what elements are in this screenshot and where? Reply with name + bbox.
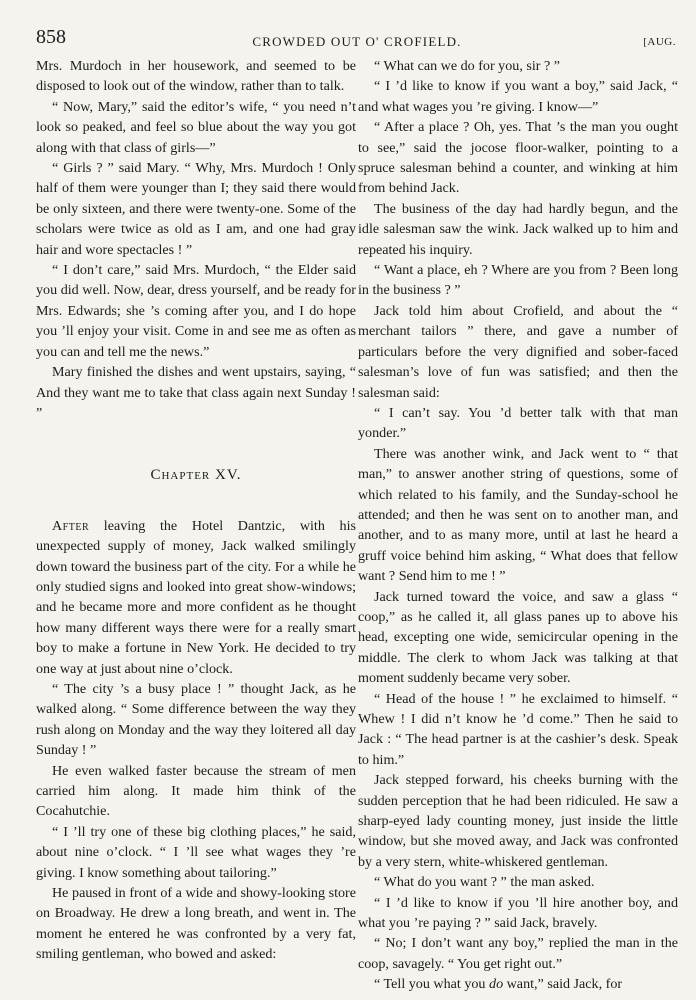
paragraph: “ Now, Mary,” said the editor’s wife, “ you need n’t look so peaked, and feel so blue about the way you got along with that class of girls—” xyxy=(36,98,356,156)
paragraph: “ Girls ? ” said Mary. “ Why, Mrs. Murdoch ! Only half of them were younger than I; they said there would be only sixteen, and there were twenty-one. Some of the scholars were twice as old as I am, and one had gray hair and wore spectacles ! ” xyxy=(36,160,356,258)
paragraph-text: want,” said Jack, for xyxy=(503,976,623,993)
paragraph: Jack stepped forward, his cheeks burning with the sudden perception that he had been ridiculed. He saw a sharp-eyed lady counting money, just inside the little window, but she moved away, and Jack was confronted by a very stern, white-whiskered gentleman. xyxy=(358,772,678,870)
paragraph: “ What do you want ? ” the man asked. xyxy=(374,874,595,891)
issue-month: [AUG. xyxy=(643,36,676,48)
paragraph: The business of the day had hardly begun, and the idle salesman saw the wink. Jack walked up to him and repeated his inquiry. xyxy=(358,200,678,258)
left-column xyxy=(36,56,356,995)
paragraph: “ Head of the house ! ” he exclaimed to himself. “ Whew ! I did n’t know he ’d come.” Then he said to Jack : “ The head partner is at the cashier’s desk. Speak to him.” xyxy=(358,690,678,768)
running-title: CROWDED OUT O' CROFIELD. xyxy=(252,34,462,49)
drop-word: After xyxy=(52,517,90,534)
paragraph-text: “ Tell you what you xyxy=(374,976,490,993)
paragraph: “ I ’d like to know if you ’ll hire another boy, and what you ’re paying ? ” said Jack, bravely. xyxy=(358,894,678,932)
paragraph: There was another wink, and Jack went to “ that man,” to answer another string of questions, some of which related to his family, and the Sunday-school he attended; and then he was sent on to another man, and another, and to as many more, until at last he heard a gruff voice behind him asking, “ What does that fellow want ? Send him to me ! ” xyxy=(358,445,678,585)
paragraph: “ What can we do for you, sir ? ” xyxy=(374,58,561,74)
chapter-heading: Chapter XV. xyxy=(150,467,242,484)
text-columns xyxy=(36,56,678,995)
paragraph: “ No; I don’t want any boy,” replied the man in the coop, savagely. “ You get right out.” xyxy=(358,935,678,972)
paragraph: “ I can’t say. You ’d better talk with that man yonder.” xyxy=(358,404,678,442)
page-number: 858 xyxy=(36,26,66,48)
paragraph: Mrs. Murdoch in her housework, and seemed to be disposed to look out of the window, rather than to talk. xyxy=(36,58,356,95)
paragraph: “ I don’t care,” said Mrs. Murdoch, “ the Elder said you did well. Now, dear, dress yourself, and be ready for Mrs. Edwards; she ’s coming after you, and I do hope you ’ll enjoy your visit. Come in and see me as often as you can and tell me the news.” xyxy=(36,262,356,360)
page-header xyxy=(36,22,678,52)
right-column xyxy=(358,56,678,995)
paragraph-text: leaving the Hotel Dantzic, with his unexpected supply of money, Jack walked smilingly down toward the business part of the city. For a while he only studied signs and looked into great show-windows; and he became more and more confident as he thought how many different ways there were for a really smart boy to make a fortune in New York. He decided to try one way at just about nine o’clock. xyxy=(36,517,356,677)
paragraph: “ The city ’s a busy place ! ” thought Jack, as he walked along. “ Some difference between the way they rush along on Monday and the way they loitered all day Sunday ! ” xyxy=(36,680,356,759)
paragraph: Jack told him about Crofield, and about the “ merchant tailors ” there, and gave a number of particulars before the very dignified and sober-faced salesman’s love of fun was satisfied; and then the salesman said: xyxy=(358,302,678,401)
paragraph: Mary finished the dishes and went upstairs, saying, “ And they want me to take that class again next Sunday ! ” xyxy=(36,364,356,421)
paragraph: Jack turned toward the voice, and saw a glass “ coop,” as he called it, all glass panes up to above his head, excepting one wide, semicircular opening in the middle. The clerk to whom Jack was talking at that moment suddenly became very sober. xyxy=(358,588,678,687)
paragraph: “ Want a place, eh ? Where are you from ? Been long in the business ? ” xyxy=(358,262,678,299)
paragraph: “ I ’ll try one of these big clothing places,” he said, about nine o’clock. “ I ’ll see what wages they ’re giving. I know something about tailoring.” xyxy=(36,823,356,881)
paragraph xyxy=(358,974,678,994)
paragraph xyxy=(36,516,356,679)
paragraph: “ After a place ? Oh, yes. That ’s the man you ought to see,” said the jocose floor-walker, pointing to a spruce salesman behind a counter, and winking at him from behind Jack. xyxy=(358,119,678,197)
emphasis: do xyxy=(489,976,504,993)
paragraph: He even walked faster because the stream of men carried him along. It made him think of the Cocahutchie. xyxy=(36,762,356,820)
paragraph: He paused in front of a wide and showy-looking store on Broadway. He drew a long breath, and went in. The moment he entered he was confronted by a very fat, smiling gentleman, who bowed and asked: xyxy=(36,885,356,963)
paragraph: “ I ’d like to know if you want a boy,” said Jack, “ and what wages you ’re giving. I know—” xyxy=(358,78,678,115)
